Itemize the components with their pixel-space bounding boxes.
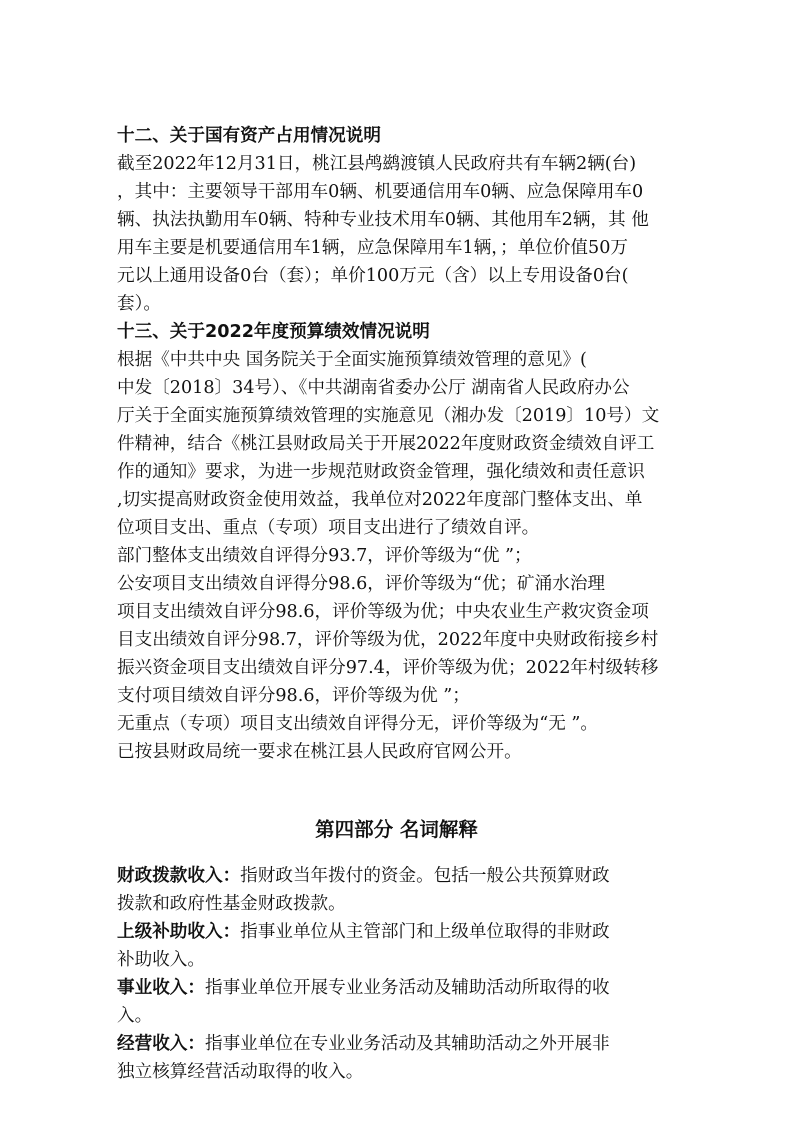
definition-text: 指财政当年拨付的资金。包括一般公共预算财政 [240,866,610,886]
section-13-para3-line: 支付项目绩效自评分98.6，评价等级为优 ”； [117,686,470,706]
definition-text: 指事业单位从主管部门和上级单位取得的非财政 [240,922,610,942]
section-12-line: ，其中：主要领导干部用车0辆、机要通信用车0辆、应急保障用车0 [117,182,644,202]
definition-text: 指事业单位在专业业务活动及其辅助活动之外开展非 [204,1034,610,1054]
section-13-para3-line: 项目支出绩效自评分98.6，评价等级为优；中央农业生产救灾资金项 [117,602,649,622]
section-13-para4: 无重点（专项）项目支出绩效自评得分无，评价等级为“无 ”。 [117,714,599,734]
section-13-para1-line: 作的通知》要求，为进一步规范财政资金管理，强化绩效和责任意识 [117,462,645,482]
section-13-para1-line: 厅关于全面实施预算绩效管理的实施意见（湘办发〔2019〕10号）文 [117,406,660,426]
definition-text-continued: 入。 [117,1006,153,1026]
section-13-para3-line: 振兴资金项目支出绩效自评分97.4，评价等级为优；2022年村级转移 [117,658,659,678]
definition-item [117,1030,610,1058]
definition-text-continued: 拨款和政府性基金财政拨款。 [117,894,346,914]
section-13-para3-line: 公安项目支出绩效自评得分98.6，评价等级为“优；矿涌水治理 [117,574,606,594]
definition-text-continued: 独立核算经营活动取得的收入。 [117,1062,364,1082]
part-4-title: 第四部分 名词解释 [315,818,478,841]
section-12-line: 截至2022年12月31日，桃江县鸬鹚渡镇人民政府共有车辆2辆(台) [117,154,637,174]
definition-item [117,918,610,946]
definition-item [117,974,610,1002]
section-12-heading: 十二、关于国有资产占用情况说明 [117,126,381,146]
section-12-line: 套）。 [117,294,161,314]
section-12-line: 元以上通用设备0台（套）；单价100万元（含）以上专用设备0台( [117,266,629,286]
definition-term: 上级补助收入： [117,922,241,942]
definition-term: 经营收入： [117,1034,205,1054]
section-12-line: 辆、执法执勤用车0辆、特种专业技术用车0辆、其他用车2辆，其 他 [117,210,649,230]
section-13-para3-line: 目支出绩效自评分98.7，评价等级为优，2022年度中央财政衔接乡村 [117,630,659,650]
section-13-para1-line: 位项目支出、重点（专项）项目支出进行了绩效自评。 [117,518,540,538]
section-13-para1-line: ,切实提高财政资金使用效益，我单位对2022年度部门整体支出、单 [117,490,643,510]
definition-item [117,862,610,890]
section-13-para1-line: 件精神，结合《桃江县财政局关于开展2022年度财政资金绩效自评工 [117,434,655,454]
section-13-para2: 部门整体支出绩效自评得分93.7，评价等级为“优 ”； [117,546,532,566]
section-13-para1-line: 根据《中共中央 国务院关于全面实施预算绩效管理的意见》( [117,350,587,370]
section-13-heading: 十三、关于2022年度预算绩效情况说明 [117,322,430,342]
section-13-para1-line: 中发〔2018〕34号）、《中共湖南省委办公厅 湖南省人民政府办公 [117,378,630,398]
definition-text-continued: 补助收入。 [117,950,205,970]
definition-text: 指事业单位开展专业业务活动及辅助活动所取得的收 [204,978,610,998]
definition-term: 事业收入： [117,978,205,998]
section-12-line: 用车主要是机要通信用车1辆，应急保障用车1辆，；单位价值50万 [117,238,629,258]
section-13-para5: 已按县财政局统一要求在桃江县人民政府官网公开。 [117,742,522,762]
definition-term: 财政拨款收入： [117,866,241,886]
